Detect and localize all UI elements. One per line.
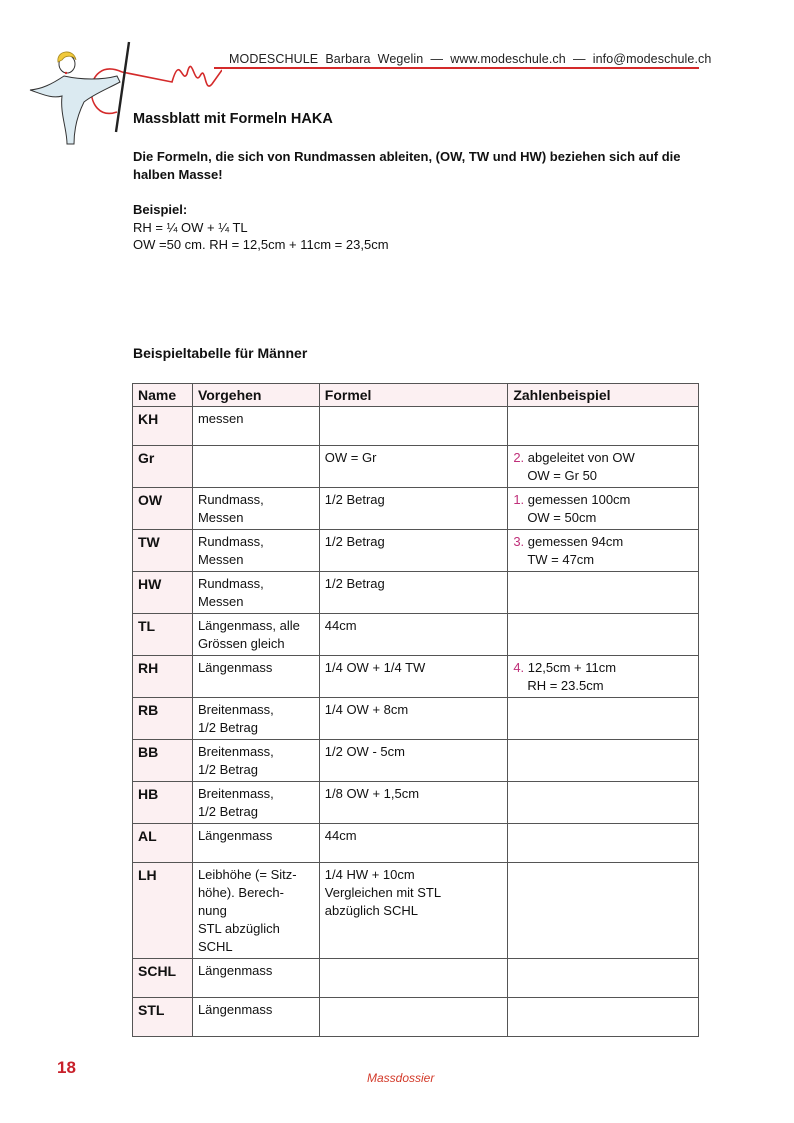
column-header-vorgehen: Vorgehen <box>192 384 319 407</box>
cell-formel <box>319 614 508 656</box>
example-text: 12,5cm + 11cm <box>527 660 617 675</box>
cell-vorgehen <box>192 740 319 782</box>
cell-text-line: Messen <box>197 552 244 567</box>
example-text: gemessen 94cm <box>527 534 624 549</box>
cell-formel <box>319 863 508 959</box>
cell-text-line: Längenmass <box>197 660 273 675</box>
cell-text-line: messen <box>197 411 244 426</box>
cell-text-line: Grössen gleich <box>197 636 285 651</box>
cell-zahlenbeispiel <box>508 740 699 782</box>
tailor-figure-logo-icon <box>22 34 222 154</box>
table-row <box>133 959 699 998</box>
cell-name: TW <box>133 530 193 572</box>
cell-name: AL <box>133 824 193 863</box>
table-row <box>133 824 699 863</box>
cell-vorgehen <box>192 824 319 863</box>
cell-vorgehen <box>192 782 319 824</box>
cell-name: HW <box>133 572 193 614</box>
example-text: OW = 50cm <box>527 510 597 525</box>
table-header-row <box>133 384 699 407</box>
example-text: gemessen 100cm <box>527 492 631 507</box>
column-header-formel: Formel <box>319 384 508 407</box>
cell-name: STL <box>133 998 193 1037</box>
cell-text-line: 44cm <box>324 618 357 633</box>
intro-note: Die Formeln, die sich von Rundmassen ableiten, (OW, TW und HW) beziehen sich auf die halben Masse! <box>133 149 681 182</box>
cell-vorgehen <box>192 530 319 572</box>
example-calculation: OW =50 cm. RH = 12,5cm + 11cm = 23,5cm <box>133 237 389 252</box>
cell-text-line: Rundmass, <box>197 534 264 549</box>
cell-formel <box>319 488 508 530</box>
cell-text-line <box>513 677 694 695</box>
cell-text-line: Breitenmass, <box>197 702 274 717</box>
example-label: Beispiel: <box>133 202 188 217</box>
cell-formel <box>319 740 508 782</box>
table-row <box>133 698 699 740</box>
cell-text-line: 1/2 Betrag <box>197 804 258 819</box>
cell-formel <box>319 407 508 446</box>
cell-zahlenbeispiel <box>508 698 699 740</box>
cell-text-line: Vergleichen mit STL <box>324 885 442 900</box>
cell-formel <box>319 782 508 824</box>
cell-name: KH <box>133 407 193 446</box>
column-header-zahlenbeispiel: Zahlenbeispiel <box>508 384 699 407</box>
column-header-name: Name <box>133 384 193 407</box>
table-row <box>133 488 699 530</box>
step-number: 3. <box>513 534 525 549</box>
cell-text-line: 44cm <box>324 828 357 843</box>
cell-name: RB <box>133 698 193 740</box>
step-number: 1. <box>513 492 525 507</box>
cell-text-line: 1/4 HW + 10cm <box>324 867 415 882</box>
cell-formel <box>319 572 508 614</box>
example-text: OW = Gr 50 <box>527 468 598 483</box>
table-row <box>133 530 699 572</box>
cell-formel <box>319 824 508 863</box>
cell-text-line: Breitenmass, <box>197 786 274 801</box>
cell-zahlenbeispiel <box>508 407 699 446</box>
cell-zahlenbeispiel <box>508 959 699 998</box>
cell-vorgehen <box>192 863 319 959</box>
cell-vorgehen <box>192 407 319 446</box>
cell-text-line <box>513 659 694 677</box>
table-row <box>133 446 699 488</box>
table-row <box>133 656 699 698</box>
cell-vorgehen <box>192 488 319 530</box>
example-text: abgeleitet von OW <box>527 450 635 465</box>
cell-text-line: Messen <box>197 510 244 525</box>
cell-zahlenbeispiel <box>508 782 699 824</box>
cell-zahlenbeispiel <box>508 998 699 1037</box>
cell-text-line: Rundmass, <box>197 576 264 591</box>
cell-name: TL <box>133 614 193 656</box>
cell-text-line: Rundmass, <box>197 492 264 507</box>
cell-name: LH <box>133 863 193 959</box>
table-title: Beispieltabelle für Männer <box>133 345 308 361</box>
cell-name: SCHL <box>133 959 193 998</box>
cell-vorgehen <box>192 614 319 656</box>
table-row <box>133 407 699 446</box>
measurements-table <box>132 383 699 1037</box>
cell-formel <box>319 698 508 740</box>
cell-text-line: Längenmass <box>197 1002 273 1017</box>
table-row <box>133 614 699 656</box>
cell-text-line: Leibhöhe (= Sitz- <box>197 867 297 882</box>
cell-zahlenbeispiel <box>508 824 699 863</box>
cell-vorgehen <box>192 698 319 740</box>
example-formula: RH = ¼ OW + ¼ TL <box>133 220 248 235</box>
cell-text-line: 1/2 Betrag <box>197 762 258 777</box>
example-text: RH = 23.5cm <box>527 678 604 693</box>
cell-text-line: 1/4 OW + 1/4 TW <box>324 660 426 675</box>
table-row <box>133 782 699 824</box>
cell-formel <box>319 530 508 572</box>
cell-text-line: SCHL <box>197 939 233 954</box>
cell-text-line: 1/2 OW - 5cm <box>324 744 405 759</box>
cell-text-line <box>513 551 694 569</box>
cell-text-line: 1/2 Betrag <box>197 720 258 735</box>
cell-vorgehen <box>192 959 319 998</box>
cell-zahlenbeispiel <box>508 614 699 656</box>
cell-text-line <box>513 449 694 467</box>
cell-text-line: Breitenmass, <box>197 744 274 759</box>
cell-vorgehen <box>192 572 319 614</box>
page-number: 18 <box>57 1058 76 1077</box>
cell-text-line: STL abzüglich <box>197 921 280 936</box>
table-row <box>133 572 699 614</box>
cell-text-line <box>513 509 694 527</box>
cell-vorgehen <box>192 446 319 488</box>
cell-text-line <box>513 491 694 509</box>
cell-name: OW <box>133 488 193 530</box>
table-body <box>133 407 699 1037</box>
cell-text-line: 1/2 Betrag <box>324 492 385 507</box>
example-text: TW = 47cm <box>527 552 595 567</box>
cell-text-line <box>513 467 694 485</box>
cell-name: BB <box>133 740 193 782</box>
table-row <box>133 863 699 959</box>
cell-text-line: nung <box>197 903 227 918</box>
cell-name: HB <box>133 782 193 824</box>
cell-text-line: OW = Gr <box>324 450 377 465</box>
cell-text-line: höhe). Berech- <box>197 885 284 900</box>
cell-zahlenbeispiel <box>508 863 699 959</box>
cell-text-line: 1/8 OW + 1,5cm <box>324 786 420 801</box>
cell-zahlenbeispiel <box>508 530 699 572</box>
step-number: 2. <box>513 450 525 465</box>
cell-text-line: Messen <box>197 594 244 609</box>
document-title: Massblatt mit Formeln HAKA <box>133 111 333 127</box>
cell-formel <box>319 998 508 1037</box>
cell-vorgehen <box>192 998 319 1037</box>
cell-text-line: Längenmass <box>197 963 273 978</box>
cell-zahlenbeispiel <box>508 572 699 614</box>
cell-formel <box>319 446 508 488</box>
table-row <box>133 998 699 1037</box>
cell-zahlenbeispiel <box>508 488 699 530</box>
cell-name: Gr <box>133 446 193 488</box>
header-divider <box>214 67 699 69</box>
header-contact-line: MODESCHULE Barbara Wegelin — www.modeschule.ch — info@modeschule.ch <box>229 52 712 66</box>
cell-vorgehen <box>192 656 319 698</box>
table-row <box>133 740 699 782</box>
cell-text-line: 1/2 Betrag <box>324 534 385 549</box>
cell-text-line: Längenmass <box>197 828 273 843</box>
cell-text-line <box>513 533 694 551</box>
cell-zahlenbeispiel <box>508 656 699 698</box>
cell-text-line: 1/2 Betrag <box>324 576 385 591</box>
cell-text-line: 1/4 OW + 8cm <box>324 702 409 717</box>
cell-zahlenbeispiel <box>508 446 699 488</box>
footer-label: Massdossier <box>367 1071 435 1085</box>
cell-name: RH <box>133 656 193 698</box>
cell-formel <box>319 959 508 998</box>
step-number: 4. <box>513 660 525 675</box>
cell-text-line: abzüglich SCHL <box>324 903 418 918</box>
cell-formel <box>319 656 508 698</box>
cell-text-line: Längenmass, alle <box>197 618 300 633</box>
